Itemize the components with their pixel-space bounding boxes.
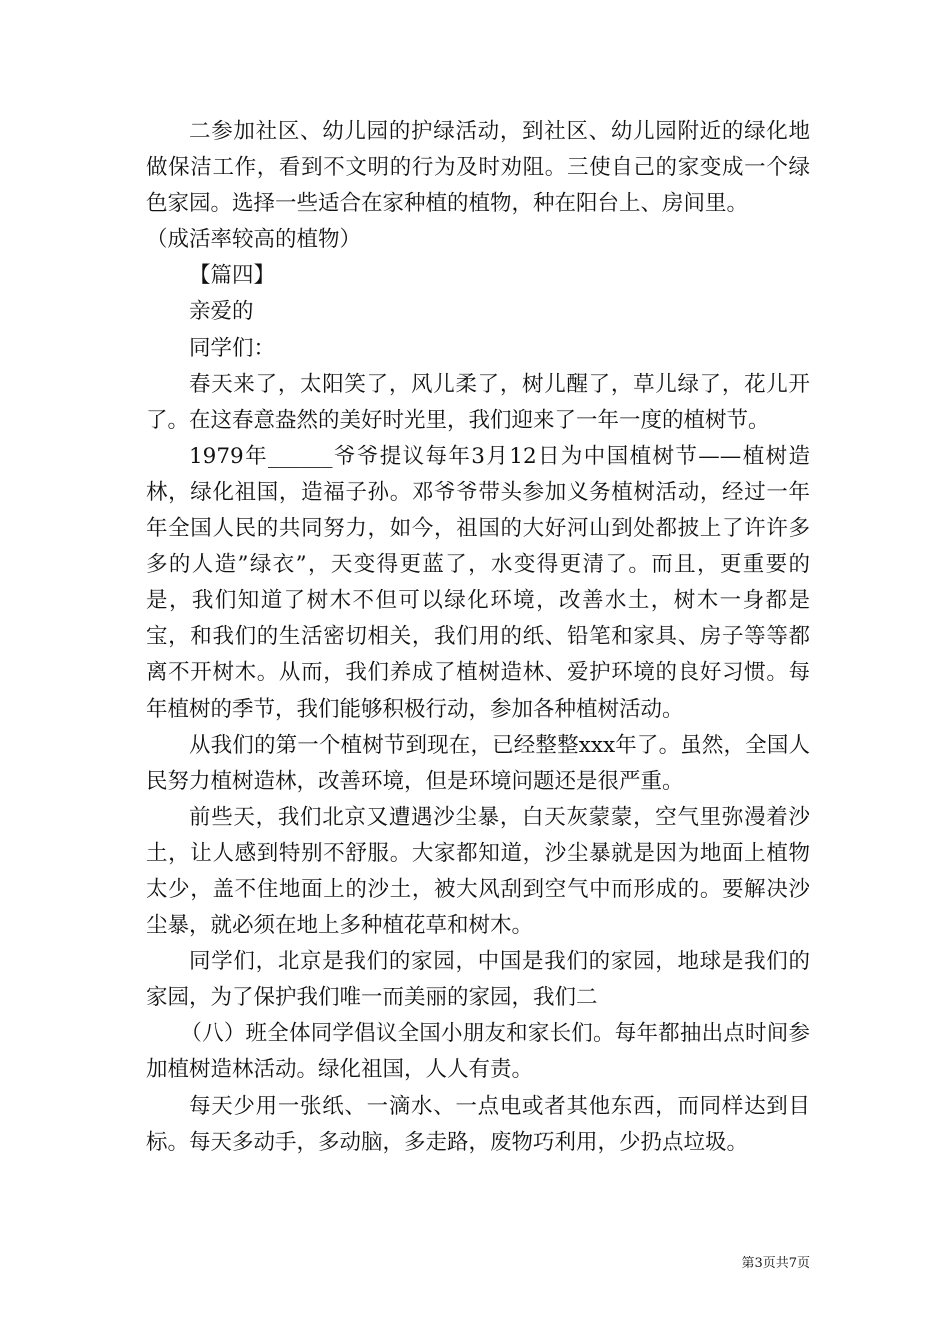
paragraph: 1979年______爷爷提议每年3月12日为中国植树节——植树造林，绿化祖国，造福子孙。邓爷爷带头参加义务植树活动，经过一年年全国人民的共同努力，如今，祖国的大好河山到处都披上了许许多多的人造”绿衣”，天变得更蓝了，水变得更清了。而且，更重要的是，我们知道了树木不但可以绿化环境，改善水土，树木一身都是宝，和我们的生活密切相关，我们用的纸、铅笔和家具、房子等等都离不开树木。从而，我们养成了植树造林、爱护环境的良好习惯。每年植树的季节，我们能够积极行动，参加各种植树活动。 xyxy=(146,443,810,722)
paragraph: （八）班全体同学倡议全国小朋友和家长们。每年都抽出点时间参加植树造林活动。绿化祖国，人人有责。 xyxy=(146,1021,810,1083)
paragraph: 从我们的第一个植树节到现在，已经整整xxx年了。虽然，全国人民努力植树造林，改善环境，但是环境问题还是很严重。 xyxy=(146,732,810,794)
salutation: 同学们： xyxy=(189,335,276,361)
paragraph: 二参加社区、幼儿园的护绿活动，到社区、幼儿园附近的绿化地做保洁工作，看到不文明的行为及时劝阻。三使自己的家变成一个绿色家园。选择一些适合在家种植的植物，种在阳台上、房间里。 xyxy=(146,119,810,217)
page-number: 第3页共7页 xyxy=(741,1256,810,1271)
paragraph: 同学们，北京是我们的家园，中国是我们的家园，地球是我们的家园，为了保护我们唯一而美丽的家园，我们二 xyxy=(146,949,810,1011)
salutation: 亲爱的 xyxy=(189,299,254,325)
paragraph: 每天少用一张纸、一滴水、一点电或者其他东西，而同样达到目标。每天多动手，多动脑，多走路，废物巧利用，少扔点垃圾。 xyxy=(146,1093,810,1155)
body-text xyxy=(146,114,810,1161)
paragraph: 春天来了，太阳笑了，风儿柔了，树儿醒了，草儿绿了，花儿开了。在这春意盎然的美好时光里，我们迎来了一年一度的植树节。 xyxy=(146,371,810,433)
paragraph: 前些天，我们北京又遭遇沙尘暴，白天灰蒙蒙，空气里弥漫着沙土，让人感到特别不舒服。大家都知道，沙尘暴就是因为地面上植物太少，盖不住地面上的沙土，被大风刮到空气中而形成的。要解决沙尘暴，就必须在地上多种植花草和树木。 xyxy=(146,804,810,939)
paragraph: （成活率较高的植物） xyxy=(146,227,362,253)
section-heading: 【篇四】 xyxy=(189,263,276,289)
